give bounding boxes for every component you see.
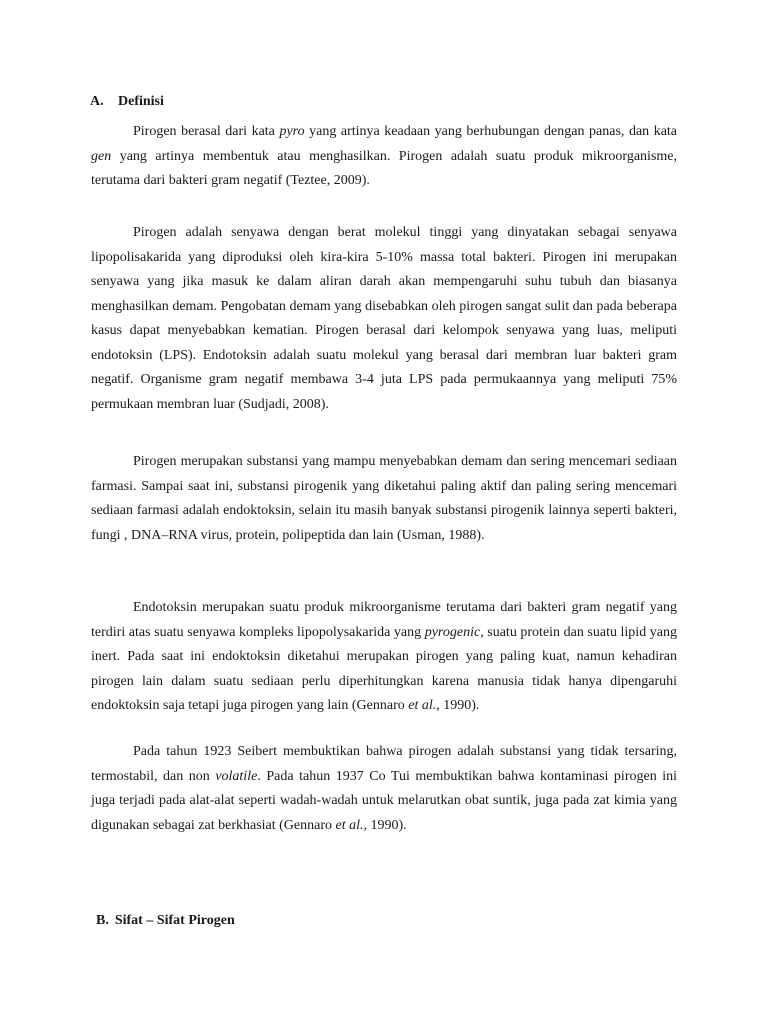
italic-term: volatile — [215, 768, 258, 784]
italic-term: pyrogenic — [424, 624, 481, 640]
section-heading-definisi — [90, 92, 164, 112]
section-title: Sifat – Sifat Pirogen — [114, 913, 235, 928]
text-run: yang artinya membentuk atau menghasilkan. Pirogen adalah suatu produk mikroorganisme, terutama dari bakteri gram negatif (Teztee, 2009). — [91, 148, 677, 188]
text-run: yang artinya keadaan yang berhubungan dengan panas, dan kata — [304, 124, 678, 139]
paragraph-5 — [91, 740, 677, 838]
text-run: , 1990). — [436, 698, 480, 713]
paragraph-4 — [91, 596, 677, 719]
paragraph-1 — [91, 120, 677, 194]
section-heading-sifat — [96, 911, 235, 931]
section-number: A. — [90, 94, 104, 109]
italic-term: et al. — [335, 817, 364, 833]
text-run: , suatu protein dan suatu lipid yang inert. Pada saat ini endoktoksin diketahui merupakan pirogen yang paling kuat, namun kehadiran pirogen lain dalam suatu sediaan perlu diperhitungkan karena manusia tidak hanya dipengaruhi endoktoksin saja tetapi juga pirogen yang lain (Gennaro — [91, 624, 677, 713]
paragraph-2 — [91, 221, 677, 417]
text-run: Pirogen berasal dari kata — [133, 124, 280, 139]
text-run: Pirogen merupakan substansi yang mampu menyebabkan demam dan sering mencemari sediaan farmasi. Sampai saat ini, substansi pirogenik yang diketahui paling aktif dan paling sering mencemari sediaan farmasi adalah endoktoksin, selain itu masih banyak substansi pirogenik lainnya seperti bakteri, fungi , DNA–RNA virus, protein, polipeptida dan lain (Usman, 1988). — [91, 454, 677, 543]
italic-term: pyro — [279, 124, 305, 139]
paragraph-3 — [91, 450, 677, 548]
section-number: B. — [96, 913, 109, 928]
italic-term: et al. — [408, 698, 437, 713]
text-run: Endotoksin merupakan suatu produk mikroorganisme terutama dari bakteri gram negatif yang terdiri atas suatu senyawa kompleks lipopolysakarida yang — [91, 600, 677, 640]
italic-term: gen — [91, 148, 112, 164]
text-run: Pada tahun 1923 Seibert membuktikan bahwa pirogen adalah substansi yang tidak tersaring, termostabil, dan non — [91, 744, 677, 784]
text-run: . Pada tahun 1937 Co Tui membuktikan bahwa kontaminasi pirogen ini juga terjadi pada alat-alat seperti wadah-wadah untuk melarutkan obat suntik, juga pada zat kimia yang digunakan sebagai zat berkhasiat (Gennaro — [91, 768, 678, 833]
text-run: , 1990). — [363, 817, 407, 833]
section-title: Definisi — [118, 94, 164, 109]
text-run: Pirogen adalah senyawa dengan berat molekul tinggi yang dinyatakan sebagai senyawa lipopolisakarida yang diproduksi oleh kira-kira 5-10% massa total bakteri. Pirogen ini merupakan senyawa yang jika masuk ke dalam aliran darah akan mempengaruhi suhu tubuh dan biasanya menghasilkan demam. Pengobatan demam yang disebabkan oleh pirogen sangat sulit dan pada beberapa kasus dapat menyebabkan kematian. Pirogen berasal dari kelompok senyawa yang luas, meliputi endotoksin (LPS). Endotoksin adalah suatu molekul yang berasal dari membran luar bakteri gram negatif. Organisme gram negatif membawa 3-4 juta LPS pada permukaannya yang meliputi 75% permukaan membran luar (Sudjadi, 2008). — [91, 225, 677, 412]
